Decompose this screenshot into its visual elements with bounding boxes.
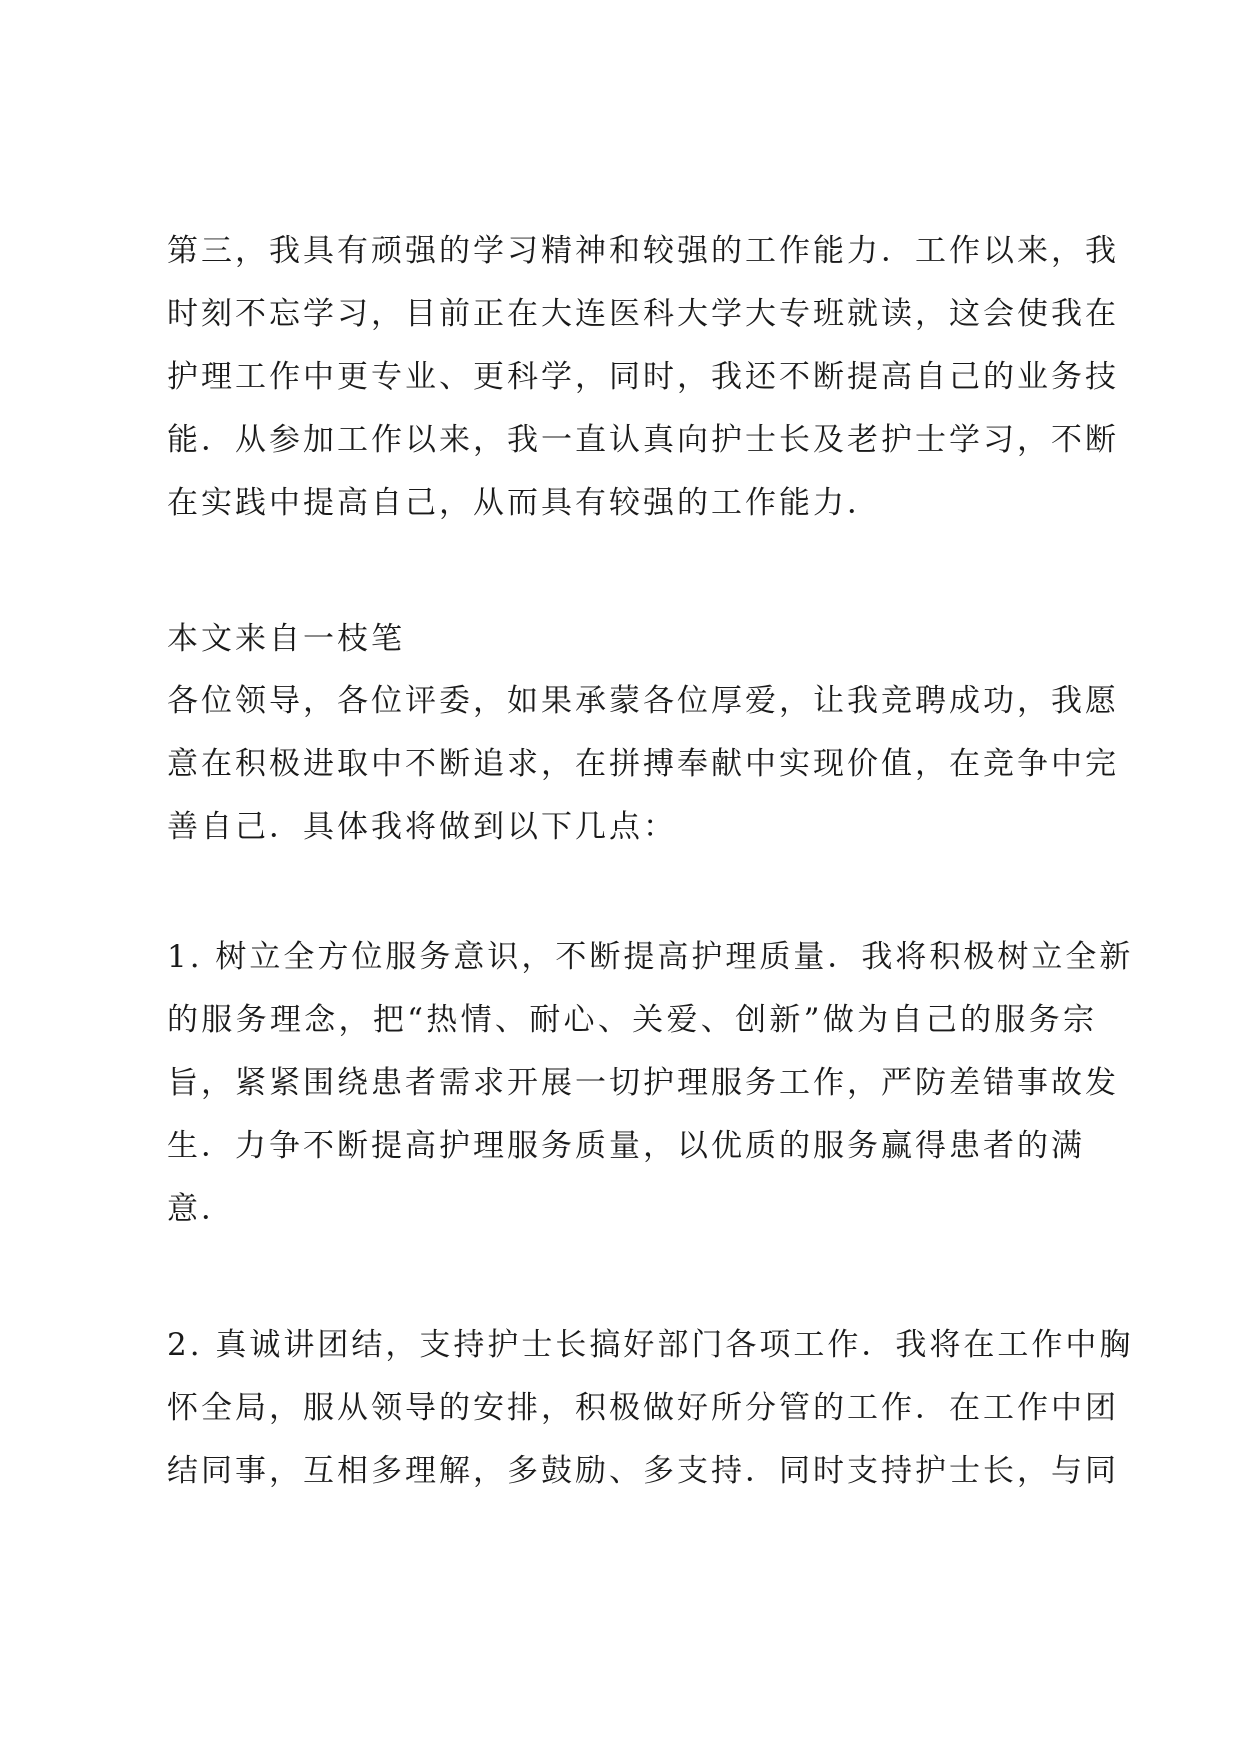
paragraph-third-point	[167, 220, 1119, 535]
text-line: 旨，紧紧围绕患者需求开展一切护理服务工作，严防差错事故发	[167, 1065, 1119, 1101]
text-line: 能．从参加工作以来，我一直认真向护士长及老护士学习，不断	[167, 422, 1119, 458]
paragraph-source-note	[167, 608, 1097, 671]
text-line: 意在积极进取中不断追求，在拼搏奉献中实现价值，在竞争中完	[167, 746, 1119, 782]
text-line: 1. 树立全方位服务意识，不断提高护理质量．我将积极树立全新	[167, 939, 1134, 975]
text-line: 各位领导，各位评委，如果承蒙各位厚爱，让我竞聘成功，我愿	[167, 683, 1119, 719]
text-line: 时刻不忘学习，目前正在大连医科大学大专班就读，这会使我在	[167, 296, 1119, 332]
text-line: 本文来自一枝笔	[167, 621, 405, 657]
text-line: 善自己．具体我将做到以下几点：	[167, 809, 677, 845]
paragraph-point-2	[167, 1314, 1134, 1503]
text-line: 生．力争不断提高护理服务质量，以优质的服务赢得患者的满	[167, 1128, 1085, 1164]
text-line: 的服务理念，把“热情、耐心、关爱、创新”做为自己的服务宗	[167, 1002, 1097, 1038]
text-line: 第三，我具有顽强的学习精神和较强的工作能力．工作以来，我	[167, 233, 1119, 269]
text-line: 怀全局，服从领导的安排，积极做好所分管的工作．在工作中团	[167, 1390, 1119, 1426]
text-line: 在实践中提高自己，从而具有较强的工作能力．	[167, 485, 881, 521]
text-line: 意．	[167, 1191, 235, 1227]
text-line: 结同事，互相多理解，多鼓励、多支持．同时支持护士长，与同	[167, 1453, 1119, 1489]
text-line: 2. 真诚讲团结，支持护士长搞好部门各项工作．我将在工作中胸	[167, 1327, 1134, 1363]
text-line: 护理工作中更专业、更科学，同时，我还不断提高自己的业务技	[167, 359, 1119, 395]
paragraph-intro	[167, 670, 1119, 859]
paragraph-point-1	[167, 926, 1134, 1241]
